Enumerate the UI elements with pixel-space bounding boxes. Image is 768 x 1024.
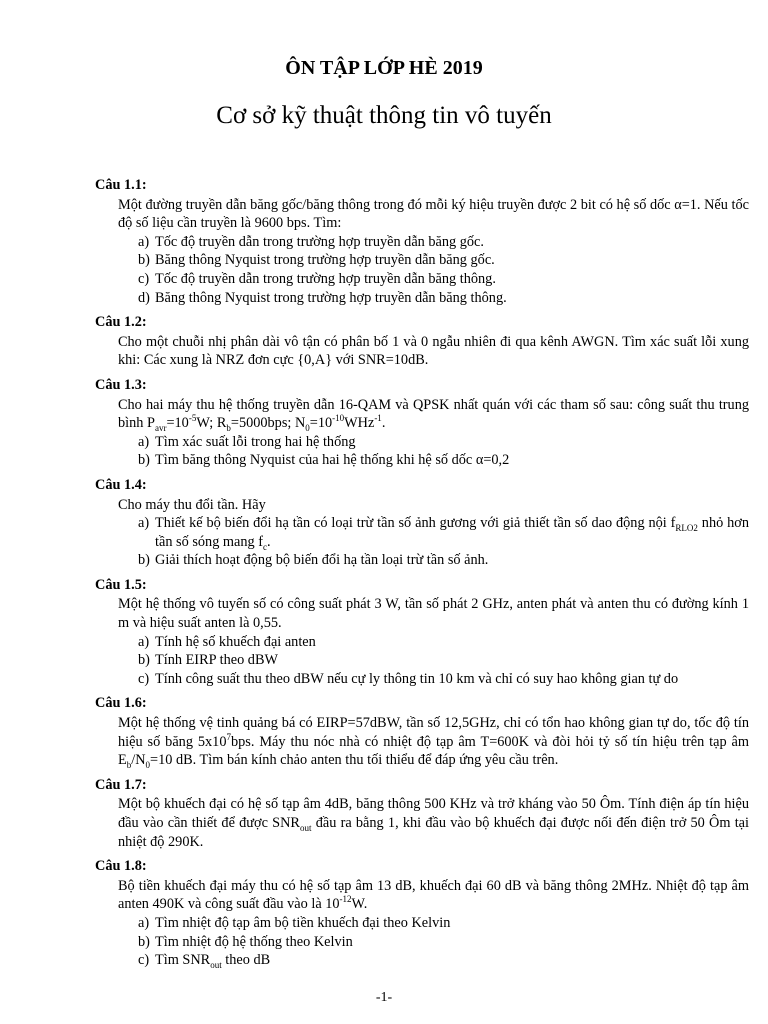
item-text: Tính EIRP theo dBW — [155, 652, 278, 669]
question-text: Cho máy thu đổi tần. Hãy — [118, 496, 266, 513]
superscript: -10 — [332, 413, 345, 424]
question-item — [138, 670, 749, 689]
question-item — [138, 251, 749, 270]
text-run: W; R — [196, 415, 227, 432]
item-letter: d) — [138, 289, 150, 306]
superscript: -5 — [188, 413, 197, 424]
superscript: -1 — [374, 413, 382, 424]
text-run: . — [381, 415, 386, 432]
item-letter: c) — [138, 270, 150, 287]
question-label: Câu 1.8: — [95, 858, 147, 875]
subscript: RLO2 — [675, 522, 698, 533]
subscript: out — [210, 960, 222, 971]
item-letter: a) — [138, 433, 150, 450]
question-items — [95, 914, 749, 970]
text-run: =10 — [166, 415, 189, 432]
item-text — [155, 514, 749, 551]
text-run: Thiết kế bộ biến đổi hạ tần có loại trừ tần số ảnh gương với giả thiết tần số dao động nội f — [155, 515, 676, 532]
subscript: 0 — [305, 422, 310, 433]
text-run: W. — [351, 896, 368, 913]
subscript: b — [226, 422, 231, 433]
item-text: Tính hệ số khuếch đại anten — [155, 633, 316, 650]
item-text: Băng thông Nyquist trong trường hợp truyền dẫn băng gốc. — [155, 252, 495, 269]
text-run: WHz — [344, 415, 375, 432]
item-letter: b) — [138, 652, 150, 669]
question-item — [138, 289, 749, 308]
question-item — [138, 951, 749, 970]
document-title: ÔN TẬP LỚP HÈ 2019 — [285, 57, 483, 79]
item-letter: c) — [138, 670, 150, 687]
question-item — [138, 914, 749, 933]
item-text: Tìm nhiệt độ hệ thống theo Kelvin — [155, 933, 353, 950]
question-1-5 — [95, 576, 749, 689]
document-content — [95, 176, 749, 976]
item-letter: a) — [138, 515, 150, 532]
question-items — [95, 433, 749, 470]
subscript: c — [263, 541, 268, 552]
question-items — [95, 514, 749, 570]
question-label: Câu 1.5: — [95, 576, 147, 593]
question-text: Cho một chuỗi nhị phân dài vô tận có phân bố 1 và 0 ngẫu nhiên đi qua kênh AWGN. Tìm xác suất lỗi xung khi: Các xung là NRZ đơn cực {0,A} với SNR=10dB. — [118, 333, 749, 369]
question-item — [138, 651, 749, 670]
question-items — [95, 233, 749, 307]
page-number: -1- — [375, 990, 393, 1005]
text-run: Một hệ thống vệ tinh quảng bá có EIRP=57dBW, tần số 12,5GHz, chỉ có tổn hao không gian tự do, tốc độ tín hiệu số băng 5x10 — [118, 715, 749, 750]
question-1-7 — [95, 776, 749, 851]
question-item — [138, 270, 749, 289]
item-letter: b) — [138, 933, 150, 950]
question-item — [138, 933, 749, 952]
question-label: Câu 1.7: — [95, 776, 147, 793]
question-items — [95, 633, 749, 689]
text-run: . — [267, 533, 271, 550]
item-letter: b) — [138, 452, 150, 469]
question-item — [138, 514, 749, 551]
text-run: theo dB — [221, 952, 271, 969]
text-run: nhỏ hơn tần số sóng mang f — [155, 515, 749, 550]
question-item — [138, 451, 749, 470]
item-text: Tốc độ truyền dẫn trong trường hợp truyền dẫn băng thông. — [155, 270, 496, 287]
text-run: =5000bps; N — [230, 415, 306, 432]
subscript: b — [126, 760, 132, 771]
question-text — [95, 714, 749, 770]
question-item — [138, 633, 749, 652]
text-run: =10 dB. Tìm bán kính chảo anten thu tối thiểu để đáp ứng yêu cầu trên. — [150, 752, 559, 769]
text-run: /N — [131, 752, 146, 769]
question-label: Câu 1.1: — [95, 177, 147, 193]
question-1-8 — [95, 857, 749, 970]
subscript: avr — [154, 422, 167, 433]
question-item — [138, 233, 749, 252]
question-label: Câu 1.4: — [95, 476, 147, 493]
text-run: =10 — [309, 415, 333, 432]
item-text: Tính công suất thu theo dBW nếu cự ly thông tin 10 km và chỉ có suy hao không gian tự do — [155, 670, 679, 687]
item-letter: c) — [138, 952, 150, 969]
question-text — [95, 877, 749, 914]
superscript: 7 — [226, 731, 231, 742]
question-1-4 — [95, 476, 749, 570]
text-run: Cho hai máy thu hệ thống truyền dẫn 16-QAM và QPSK nhất quán với các tham số sau: công suất thu trung bình P — [118, 396, 749, 432]
question-label: Câu 1.6: — [95, 695, 147, 712]
subscript: out — [299, 822, 312, 833]
text-run: Tìm SNR — [155, 952, 211, 969]
item-letter: a) — [138, 233, 150, 250]
question-label: Câu 1.3: — [95, 376, 147, 393]
question-text: Một hệ thống vô tuyến số có công suất phát 3 W, tần số phát 2 GHz, anten phát và anten thu có đường kính 1 m và hiệu suất anten là 0,55. — [118, 596, 749, 632]
item-letter: b) — [138, 252, 150, 269]
item-text — [155, 951, 749, 970]
item-text: Tìm nhiệt độ tạp âm bộ tiền khuếch đại theo Kelvin — [155, 914, 451, 931]
item-text: Tìm băng thông Nyquist của hai hệ thống khi hệ số dốc α=0,2 — [155, 452, 510, 469]
item-letter: a) — [138, 633, 150, 650]
question-text — [95, 396, 749, 433]
item-letter: a) — [138, 914, 150, 931]
item-letter: b) — [138, 552, 150, 569]
text-run: bps. Máy thu nóc nhà có nhiệt độ tạp âm T=600K và đòi hỏi tỷ số tín hiệu trên tạp âm E — [118, 733, 749, 769]
question-item — [138, 433, 749, 452]
text-run: đầu ra bằng 1, khi đầu vào bộ khuếch đại được nối đến điện trở 50 Ôm tại nhiệt độ 290K. — [118, 815, 750, 850]
subscript: 0 — [145, 760, 151, 771]
question-item — [138, 551, 749, 570]
item-text: Băng thông Nyquist trong trường hợp truyền dẫn băng thông. — [155, 289, 507, 306]
question-1-3 — [95, 376, 749, 470]
question-1-1 — [95, 176, 749, 307]
question-1-6 — [95, 694, 749, 769]
superscript: -12 — [339, 894, 352, 905]
text-run: Bộ tiền khuếch đại máy thu có hệ số tạp âm 13 dB, khuếch đại 60 dB và băng thông 2MHz. Nhiệt độ tạp âm anten 490K và công suất đầu vào là 10 — [118, 877, 749, 913]
item-text: Giải thích hoạt động bộ biến đổi hạ tần loại trừ tần số ảnh. — [155, 552, 489, 569]
text-run: Một bộ khuếch đại có hệ số tạp âm 4dB, băng thông 500 KHz và trở kháng vào 50 Ôm. Tính điện áp tín hiệu đầu vào cần thiết để được SNR — [118, 796, 749, 831]
question-1-2 — [95, 313, 749, 370]
document-subtitle: Cơ sở kỹ thuật thông tin vô tuyến — [216, 102, 552, 129]
question-label: Câu 1.2: — [95, 314, 147, 331]
question-text — [95, 795, 749, 851]
item-text: Tìm xác suất lỗi trong hai hệ thống — [155, 433, 356, 450]
item-text: Tốc độ truyền dẫn trong trường hợp truyền dẫn băng gốc. — [155, 233, 484, 250]
question-text: Một đường truyền dẫn băng gốc/băng thông trong đó mỗi ký hiệu truyền được 2 bit có hệ số dốc α=1. Nếu tốc độ số liệu cần truyền là 9600 bps. Tìm: — [118, 196, 749, 232]
